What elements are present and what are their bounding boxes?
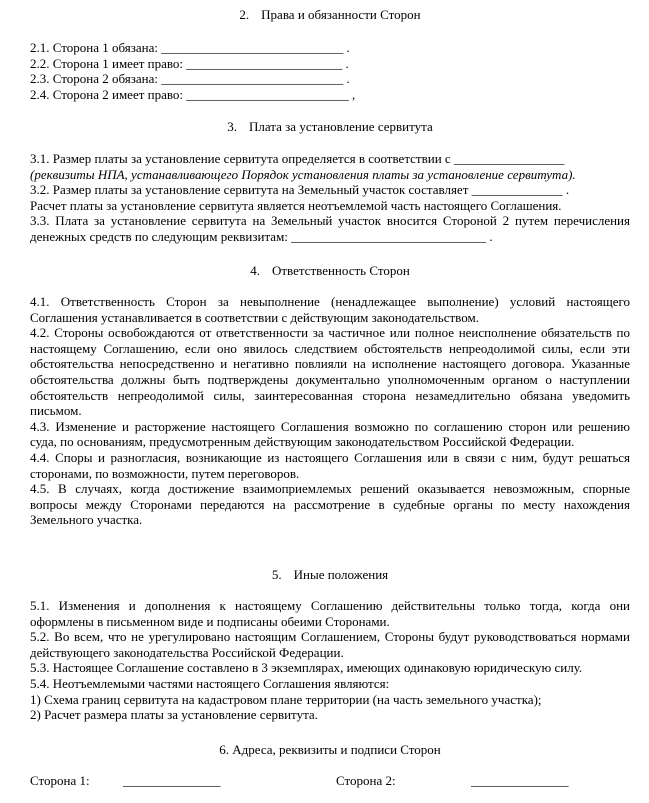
section-4-title: Ответственность Сторон (271, 263, 410, 278)
clause-5-1: 5.1. Изменения и дополнения к настоящему Соглашению действительны только тогда, когда они оформлены в письменном виде и подписаны обеими Сторонами. (30, 598, 630, 629)
clause-2-4: 2.4. Сторона 2 имеет право: _________________________ , (30, 86, 356, 102)
party-1-label: Сторона 1: (30, 773, 90, 788)
clause-4-5: 4.5. В случаях, когда достижение взаимоприемлемых решений оказывается невозможным, спорные вопросы между Сторонами передаются на рассмотрение в судебные органы по месту нахождения Земельного участка. (30, 481, 630, 528)
section-5-number: 5. (271, 567, 282, 582)
section-3-title: Плата за установление сервитута (249, 119, 433, 134)
clause-4-2: 4.2. Стороны освобождаются от ответственности за частичное или полное неисполнение обязательств по настоящему Соглашению, если оно явилось следствием обстоятельств непреодолимой силы, если эти обстоятельства непосредственно и негативно повлияли на исполнение настоящего договора. Указанные обстоятельства должны быть подтверждены документально уполномоченным органом о наступлении обстоятельств непреодолимой силы, заинтересованная сторона незамедлительно обязана уведомить письмом. (30, 325, 630, 419)
section-5-body (30, 598, 630, 723)
party-2-label: Сторона 2: (336, 773, 396, 788)
clause-3-3: 3.3. Плата за установление сервитута на Земельный участок вносится Стороной 2 путем перечисления денежных средств по следующим реквизитам: ______________________________ . (30, 213, 630, 244)
clause-5-3: 5.3. Настоящее Соглашение составлено в 3 экземплярах, имеющих одинаковую юридическую силу. (30, 660, 583, 676)
clause-3-2-extra: Расчет платы за установление сервитута является неотъемлемой часть настоящего Соглашения. (30, 197, 562, 213)
clause-4-3: 4.3. Изменение и расторжение настоящего Соглашения возможно по соглашению сторон или решению суда, по основаниям, предусмотренным действующим законодательством Российской Федерации. (30, 418, 630, 450)
section-3-body (30, 151, 630, 245)
clause-3-1: 3.1. Размер платы за установление сервитута определяется в соответствии с _________________ (30, 151, 565, 166)
clause-4-4: 4.4. Споры и разногласия, возникающие из настоящего Соглашения или в связи с ним, будут решаться сторонами, по возможности, путем переговоров. (30, 449, 630, 481)
signature-row (30, 772, 630, 789)
clause-3-2: 3.2. Размер платы за установление сервитута на Земельный участок составляет ______________ . (30, 182, 570, 198)
section-2-heading (30, 6, 630, 23)
party-1-signature-line[interactable]: _______________ (123, 773, 221, 788)
section-4-body (30, 294, 630, 528)
clause-5-4-item-1: 1) Схема границ сервитута на кадастровом плане территории (на часть земельного участка); (30, 691, 542, 707)
section-5-title: Иные положения (293, 567, 389, 582)
section-3-number: 3. (227, 119, 237, 134)
clause-2-3: 2.3. Сторона 2 обязана: ____________________________ . (30, 71, 350, 87)
clause-4-1: 4.1. Ответственность Сторон за невыполнение (ненадлежащее выполнение) условий настоящего Соглашения устанавливается в соответствии с действующим законодательством. (30, 294, 630, 325)
section-6-heading: 6. Адреса, реквизиты и подписи Сторон (219, 742, 441, 757)
section-2-number: 2. (239, 7, 250, 22)
clause-3-1-note: (реквизиты НПА, устанавливающего Порядок установления платы за установление сервитута). (30, 166, 576, 182)
section-5-heading (30, 566, 630, 583)
clause-5-2: 5.2. Во всем, что не урегулировано настоящим Соглашением, Стороны будут руководствоваться нормами действующего законодательства Российской Федерации. (30, 629, 630, 660)
section-4-heading (30, 262, 630, 279)
clause-5-4: 5.4. Неотъемлемыми частями настоящего Соглашения являются: (30, 675, 390, 691)
clause-2-2: 2.2. Сторона 1 имеет право: ________________________ . (30, 55, 349, 71)
clause-2-1: 2.1. Сторона 1 обязана: ____________________________ . (30, 40, 350, 55)
section-2-list (30, 40, 630, 102)
party-2-signature-line[interactable]: _______________ (471, 773, 569, 788)
section-3-heading (30, 118, 630, 135)
clause-5-4-item-2: 2) Расчет размера платы за установление сервитута. (30, 707, 318, 723)
section-2-title: Права и обязанности Сторон (261, 7, 421, 22)
section-4-number: 4. (250, 263, 260, 278)
